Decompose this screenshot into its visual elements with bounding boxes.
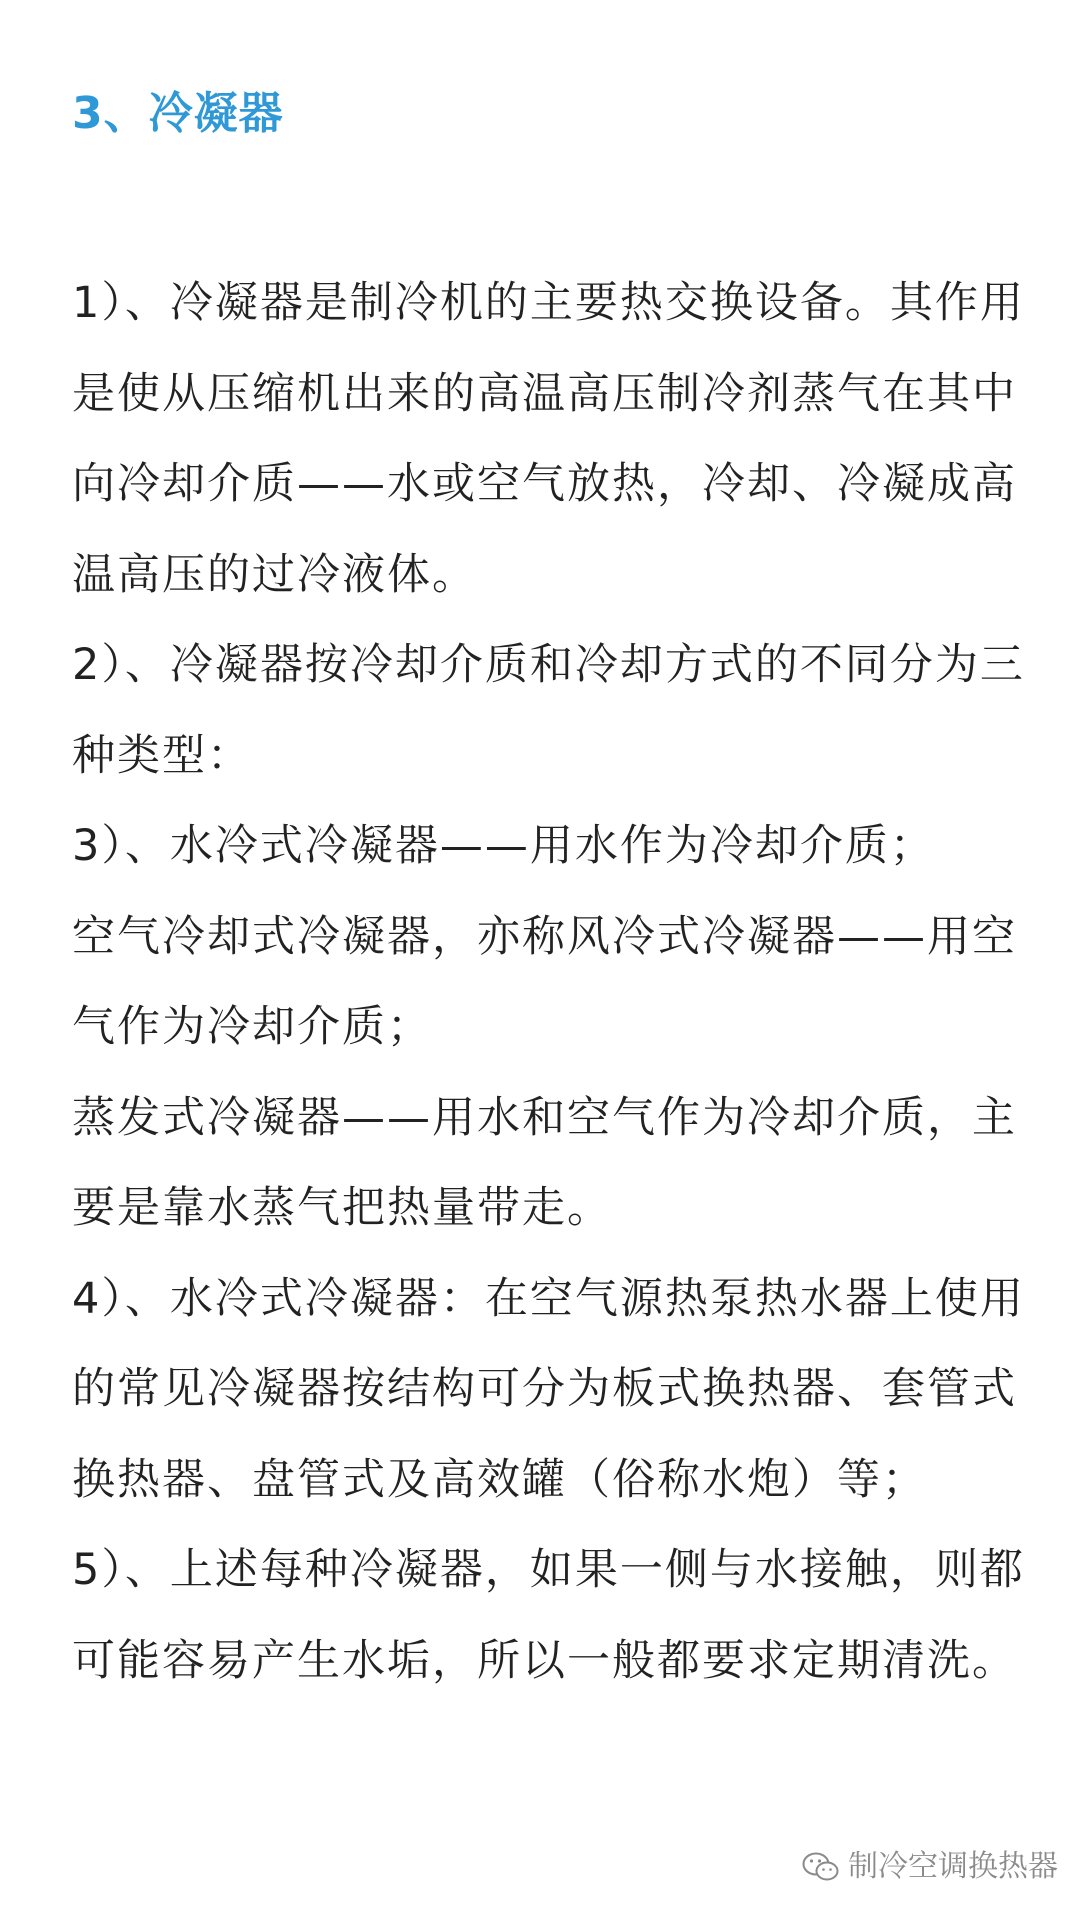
- paragraph-3: 3）、水冷式冷凝器——用水作为冷却介质；: [72, 821, 935, 871]
- paragraph-6: 4）、水冷式冷凝器：在空气源热泵热水器上使用的常见冷凝器按结构可分为板式换热器、套管式换热器、盘管式及高效罐（俗称水炮）等；: [72, 1273, 1025, 1505]
- watermark-text: 制冷空调换热器: [848, 1849, 1058, 1884]
- wechat-icon: [802, 1851, 840, 1883]
- section-title: 3、冷凝器: [72, 88, 284, 139]
- paragraph-2: 2）、冷凝器按冷却介质和冷却方式的不同分为三种类型：: [72, 640, 1025, 781]
- paragraph-7: 5）、上述每种冷凝器，如果一侧与水接触，则都可能容易产生水垢，所以一般都要求定期清洗。: [72, 1545, 1025, 1686]
- paragraph-4: 空气冷却式冷凝器，亦称风冷式冷凝器——用空气作为冷却介质；: [72, 911, 1017, 1052]
- account-watermark: [802, 1847, 1058, 1887]
- paragraph-5: 蒸发式冷凝器——用水和空气作为冷却介质，主要是靠水蒸气把热量带走。: [72, 1092, 1017, 1233]
- paragraph-1: 1）、冷凝器是制冷机的主要热交换设备。其作用是使从压缩机出来的高温高压制冷剂蒸气在其中向冷却介质——水或空气放热，冷却、冷凝成高温高压的过冷液体。: [72, 278, 1025, 600]
- article-body: [72, 258, 1032, 1706]
